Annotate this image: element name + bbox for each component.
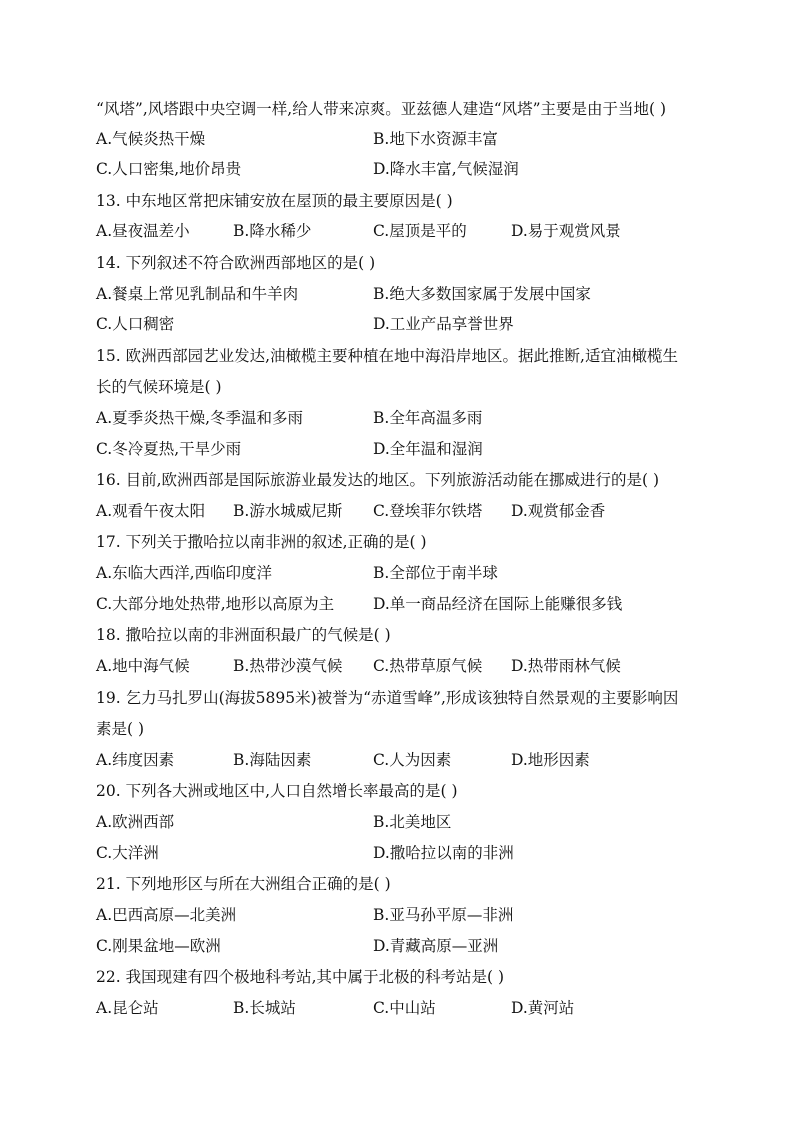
option-b[interactable]: B.降水稀少 bbox=[233, 222, 312, 240]
option-c[interactable]: C.中山站 bbox=[373, 999, 436, 1017]
question-13-stem bbox=[96, 186, 716, 217]
option-b[interactable]: B.地下水资源丰富 bbox=[373, 130, 498, 148]
option-c[interactable]: C.大部分地处热带,地形以高原为主 bbox=[96, 595, 335, 613]
question-number: 17. bbox=[96, 533, 121, 551]
question-19-stem bbox=[96, 683, 716, 714]
option-c[interactable]: C.大洋洲 bbox=[96, 844, 159, 862]
question-17-options-row-2 bbox=[96, 589, 716, 620]
question-18-options bbox=[96, 651, 716, 682]
question-16-stem bbox=[96, 465, 716, 496]
question-text: 下列各大洲或地区中,人口自然增长率最高的是( ) bbox=[125, 782, 458, 800]
question-16-options bbox=[96, 496, 716, 527]
question-number: 18. bbox=[96, 626, 121, 644]
option-c[interactable]: C.刚果盆地—欧洲 bbox=[96, 937, 221, 955]
option-b[interactable]: B.全部位于南半球 bbox=[373, 564, 498, 582]
question-21-options-row-1 bbox=[96, 900, 716, 931]
option-a[interactable]: A.昆仑站 bbox=[96, 999, 159, 1017]
option-c[interactable]: C.热带草原气候 bbox=[373, 657, 483, 675]
question-19-stem-cont: 素是( ) bbox=[96, 720, 145, 738]
option-a[interactable]: A.欧洲西部 bbox=[96, 813, 175, 831]
question-text: 下列关于撒哈拉以南非洲的叙述,正确的是( ) bbox=[125, 533, 427, 551]
question-number: 13. bbox=[96, 192, 121, 210]
option-b[interactable]: B.长城站 bbox=[233, 999, 296, 1017]
option-a[interactable]: A.地中海气候 bbox=[96, 657, 190, 675]
question-12-options-row-1 bbox=[96, 124, 716, 155]
question-17-options-row-1 bbox=[96, 558, 716, 589]
option-a[interactable]: A.观看午夜太阳 bbox=[96, 502, 206, 520]
option-b[interactable]: B.北美地区 bbox=[373, 813, 452, 831]
option-b[interactable]: B.绝大多数国家属于发展中国家 bbox=[373, 285, 591, 303]
option-d[interactable]: D.地形因素 bbox=[511, 751, 590, 769]
question-15-stem-cont: 长的气候环境是( ) bbox=[96, 378, 222, 396]
option-c[interactable]: C.人口密集,地价昂贵 bbox=[96, 160, 242, 178]
option-c[interactable]: C.人为因素 bbox=[373, 751, 452, 769]
option-d[interactable]: D.青藏高原—亚洲 bbox=[373, 937, 499, 955]
question-number: 21. bbox=[96, 875, 121, 893]
option-a[interactable]: A.气候炎热干燥 bbox=[96, 130, 206, 148]
question-text: 乞力马扎罗山(海拔5895米)被誉为“赤道雪峰”,形成该独特自然景观的主要影响因 bbox=[125, 689, 679, 707]
option-b[interactable]: B.全年高温多雨 bbox=[373, 409, 483, 427]
question-15-options-row-1 bbox=[96, 403, 716, 434]
option-d[interactable]: D.工业产品享誉世界 bbox=[373, 315, 514, 333]
option-a[interactable]: A.东临大西洋,西临印度洋 bbox=[96, 564, 273, 582]
option-c[interactable]: C.冬冷夏热,干旱少雨 bbox=[96, 440, 242, 458]
question-text: 撒哈拉以南的非洲面积最广的气候是( ) bbox=[125, 626, 391, 644]
option-a[interactable]: A.餐桌上常见乳制品和牛羊肉 bbox=[96, 285, 299, 303]
question-number: 20. bbox=[96, 782, 121, 800]
option-d[interactable]: D.易于观赏风景 bbox=[511, 222, 621, 240]
option-d[interactable]: D.单一商品经济在国际上能赚很多钱 bbox=[373, 595, 623, 613]
option-c[interactable]: C.屋顶是平的 bbox=[373, 222, 467, 240]
question-17-stem bbox=[96, 527, 716, 558]
option-b[interactable]: B.热带沙漠气候 bbox=[233, 657, 343, 675]
option-a[interactable]: A.昼夜温差小 bbox=[96, 222, 190, 240]
question-20-options-row-2 bbox=[96, 838, 716, 869]
question-18-stem bbox=[96, 620, 716, 651]
question-number: 16. bbox=[96, 471, 121, 489]
question-text: 中东地区常把床铺安放在屋顶的最主要原因是( ) bbox=[125, 192, 453, 210]
option-b[interactable]: B.海陆因素 bbox=[233, 751, 312, 769]
question-text: 下列叙述不符合欧洲西部地区的是( ) bbox=[125, 254, 376, 272]
option-d[interactable]: D.观赏郁金香 bbox=[511, 502, 606, 520]
question-21-stem bbox=[96, 869, 716, 900]
option-d[interactable]: D.全年温和湿润 bbox=[373, 440, 483, 458]
question-number: 15. bbox=[96, 347, 121, 365]
question-20-options-row-1 bbox=[96, 807, 716, 838]
option-d[interactable]: D.热带雨林气候 bbox=[511, 657, 621, 675]
question-20-stem bbox=[96, 776, 716, 807]
option-a[interactable]: A.夏季炎热干燥,冬季温和多雨 bbox=[96, 409, 304, 427]
question-21-options-row-2 bbox=[96, 931, 716, 962]
option-d[interactable]: D.撒哈拉以南的非洲 bbox=[373, 844, 514, 862]
option-b[interactable]: B.游水城威尼斯 bbox=[233, 502, 343, 520]
question-15-options-row-2 bbox=[96, 434, 716, 465]
question-text: 目前,欧洲西部是国际旅游业最发达的地区。下列旅游活动能在挪威进行的是( ) bbox=[125, 471, 660, 489]
question-12-options-row-2 bbox=[96, 154, 716, 185]
option-c[interactable]: C.人口稠密 bbox=[96, 315, 175, 333]
question-number: 14. bbox=[96, 254, 121, 272]
option-b[interactable]: B.亚马孙平原—非洲 bbox=[373, 906, 514, 924]
question-15-stem bbox=[96, 341, 716, 372]
question-text: 欧洲西部园艺业发达,油橄榄主要种植在地中海沿岸地区。据此推断,适宜油橄榄生 bbox=[125, 347, 678, 365]
option-d[interactable]: D.黄河站 bbox=[511, 999, 575, 1017]
question-19-options bbox=[96, 745, 716, 776]
question-number: 19. bbox=[96, 689, 121, 707]
question-14-options-row-2 bbox=[96, 309, 716, 340]
question-22-options bbox=[96, 993, 716, 1024]
question-14-options-row-1 bbox=[96, 279, 716, 310]
option-a[interactable]: A.巴西高原—北美洲 bbox=[96, 906, 237, 924]
question-13-options bbox=[96, 216, 716, 247]
option-c[interactable]: C.登埃菲尔铁塔 bbox=[373, 502, 483, 520]
option-d[interactable]: D.降水丰富,气候湿润 bbox=[373, 160, 519, 178]
option-a[interactable]: A.纬度因素 bbox=[96, 751, 175, 769]
question-14-stem bbox=[96, 248, 716, 279]
question-12-stem-tail: “风塔”,风塔跟中央空调一样,给人带来凉爽。亚兹德人建造“风塔”主要是由于当地( ) bbox=[96, 100, 667, 118]
question-22-stem bbox=[96, 962, 716, 993]
question-number: 22. bbox=[96, 968, 121, 986]
question-text: 下列地形区与所在大洲组合正确的是( ) bbox=[125, 875, 391, 893]
question-text: 我国现建有四个极地科考站,其中属于北极的科考站是( ) bbox=[125, 968, 505, 986]
